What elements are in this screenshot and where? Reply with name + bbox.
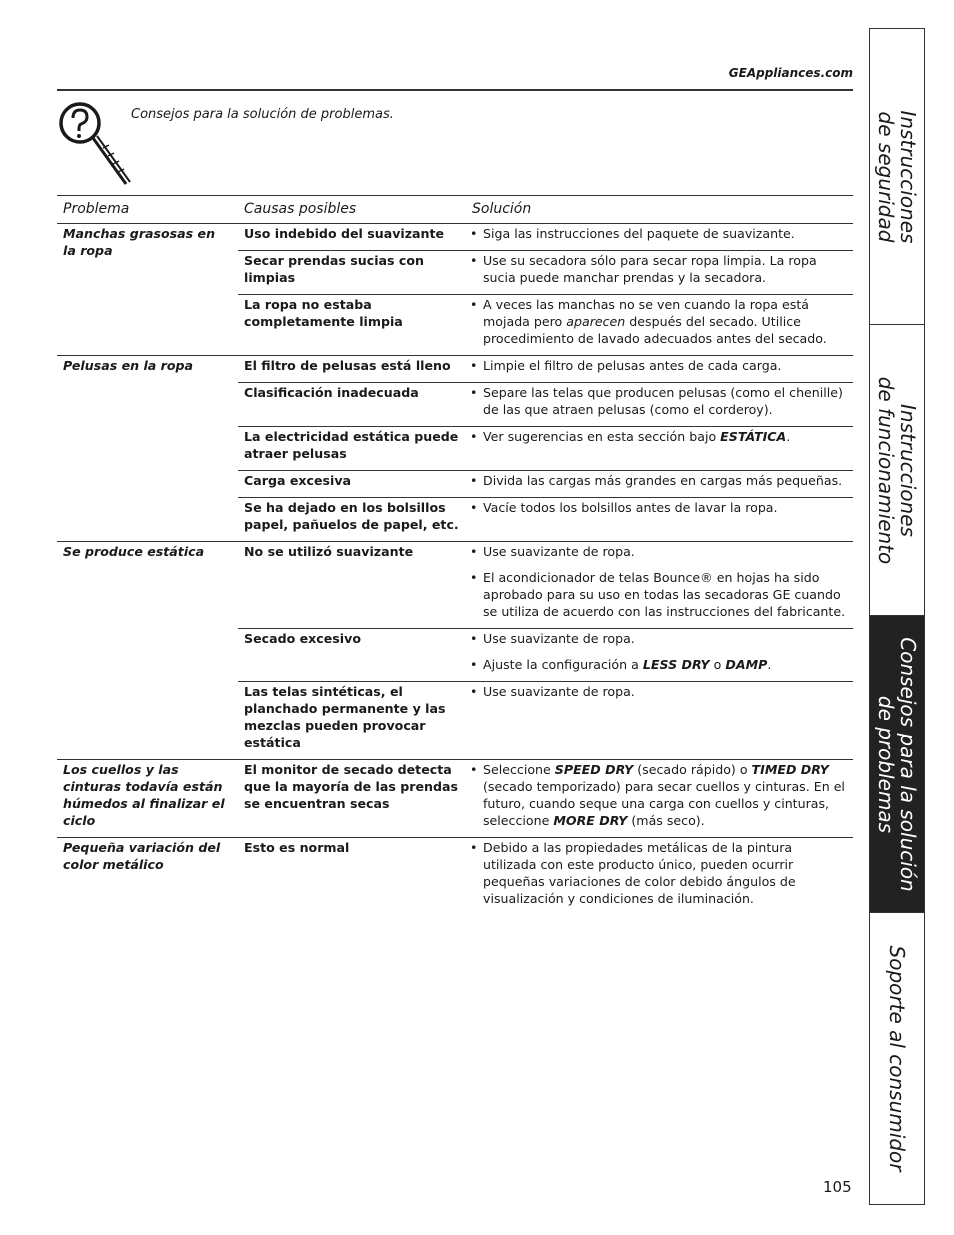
solution-cell xyxy=(466,682,853,760)
solution-text: Ajuste la configuración a LESS DRY o DAMP. xyxy=(483,657,772,672)
solution-cell xyxy=(466,251,853,295)
solution-bullet xyxy=(468,428,847,445)
header-rule xyxy=(57,89,853,91)
solution-text: Siga las instrucciones del paquete de suavizante. xyxy=(483,226,795,241)
solution-text: Use suavizante de ropa. xyxy=(483,684,635,699)
bullet-icon: • xyxy=(470,429,478,444)
bullet-icon: • xyxy=(470,473,478,488)
cause-cell: Clasificación inadecuada xyxy=(238,383,466,427)
solution-text: Use suavizante de ropa. xyxy=(483,631,635,646)
cause-cell: Carga excesiva xyxy=(238,471,466,498)
solution-bullet xyxy=(468,656,847,673)
bullet-icon: • xyxy=(470,570,478,585)
cause-cell: El filtro de pelusas está lleno xyxy=(238,356,466,383)
tab-troubleshooting-line1: Consejos para la solución xyxy=(896,637,920,892)
solution-bullet xyxy=(468,499,847,516)
solution-cell xyxy=(466,760,853,838)
solution-bullet xyxy=(468,252,847,286)
bullet-icon: • xyxy=(470,631,478,646)
cause-cell: Las telas sintéticas, el planchado permanente y las mezclas pueden provocar estática xyxy=(238,682,466,760)
bullet-icon: • xyxy=(470,253,478,268)
tab-consumer-support[interactable] xyxy=(870,913,924,1204)
tab-safety-line1: Instrucciones xyxy=(896,110,920,244)
cause-cell: No se utilizó suavizante xyxy=(238,542,466,629)
solution-cell xyxy=(466,383,853,427)
problem-cell: Pequeña variación del color metálico xyxy=(57,838,238,916)
solution-cell xyxy=(466,471,853,498)
solution-text: El acondicionador de telas Bounce® en hojas ha sido aprobado para su uso en todas las secadoras GE cuando se utiliza de acuerdo con las instrucciones del fabricante. xyxy=(483,570,846,619)
solution-text: Vacíe todos los bolsillos antes de lavar la ropa. xyxy=(483,500,778,515)
cause-cell: Esto es normal xyxy=(238,838,466,916)
solution-text: Divida las cargas más grandes en cargas más pequeñas. xyxy=(483,473,843,488)
solution-text: Ver sugerencias en esta sección bajo ESTÁTICA. xyxy=(483,429,791,444)
tab-safety[interactable] xyxy=(870,29,924,325)
side-tab-bar xyxy=(869,28,925,1205)
tab-safety-line2: de seguridad xyxy=(874,111,898,243)
solution-cell xyxy=(466,542,853,629)
table-row xyxy=(57,838,853,916)
solution-bullet xyxy=(468,630,847,647)
solution-bullet xyxy=(468,839,847,907)
tab-operation-line1: Instrucciones xyxy=(896,404,920,537)
problem-cell: Pelusas en la ropa xyxy=(57,356,238,542)
cause-cell: Uso indebido del suavizante xyxy=(238,224,466,251)
troubleshooting-table xyxy=(57,195,853,915)
bullet-icon: • xyxy=(470,297,478,312)
solution-bullet xyxy=(468,683,847,700)
solution-cell xyxy=(466,498,853,542)
table-row xyxy=(57,224,853,251)
solution-bullet xyxy=(468,543,847,560)
solution-text: Limpie el filtro de pelusas antes de cada carga. xyxy=(483,358,782,373)
question-magnifier-icon xyxy=(56,96,136,192)
cause-cell: Secar prendas sucias con limpias xyxy=(238,251,466,295)
table-row xyxy=(57,542,853,629)
bullet-icon: • xyxy=(470,385,478,400)
solution-cell xyxy=(466,427,853,471)
table-row xyxy=(57,356,853,383)
solution-text: Use suavizante de ropa. xyxy=(483,544,635,559)
problem-cell: Los cuellos y las cinturas todavía están húmedos al finalizar el ciclo xyxy=(57,760,238,838)
solution-cell xyxy=(466,838,853,916)
solution-text: A veces las manchas no se ven cuando la ropa está mojada pero aparecen después del secado. Utilice procedimiento de lavado adecuados antes del secado. xyxy=(483,297,827,346)
column-header-problem: Problema xyxy=(57,196,238,224)
tab-troubleshooting[interactable] xyxy=(870,616,924,913)
solution-bullet xyxy=(468,384,847,418)
cause-cell: El monitor de secado detecta que la mayoría de las prendas se encuentran secas xyxy=(238,760,466,838)
solution-text: Separe las telas que producen pelusas (como el chenille) de las que atraen pelusas (como el corderoy). xyxy=(483,385,843,417)
tab-operation[interactable] xyxy=(870,325,924,616)
tab-troubleshooting-line2: de problemas xyxy=(874,695,898,834)
bullet-icon: • xyxy=(470,500,478,515)
solution-cell xyxy=(466,224,853,251)
solution-text: Use su secadora sólo para secar ropa limpia. La ropa sucia puede manchar prendas y la secadora. xyxy=(483,253,817,285)
bullet-icon: • xyxy=(470,226,478,241)
problem-cell: Manchas grasosas en la ropa xyxy=(57,224,238,356)
page-number: 105 xyxy=(823,1178,852,1196)
solution-bullet xyxy=(468,569,847,620)
bullet-icon: • xyxy=(470,840,478,855)
cause-cell: Secado excesivo xyxy=(238,629,466,682)
table-row xyxy=(57,760,853,838)
solution-cell xyxy=(466,356,853,383)
intro-text: Consejos para la solución de problemas. xyxy=(131,107,394,122)
bullet-icon: • xyxy=(470,358,478,373)
solution-cell xyxy=(466,295,853,356)
bullet-icon: • xyxy=(470,684,478,699)
bullet-icon: • xyxy=(470,762,478,777)
solution-bullet xyxy=(468,761,847,829)
solution-text: Debido a las propiedades metálicas de la pintura utilizada con este producto único, pueden ocurrir pequeñas variaciones de color debido ángulos de visualización y condiciones de iluminación. xyxy=(483,840,796,906)
tab-consumer-support-line1: Soporte al consumidor xyxy=(885,945,909,1172)
solution-cell xyxy=(466,629,853,682)
column-header-solution: Solución xyxy=(466,196,853,224)
solution-bullet xyxy=(468,225,847,242)
solution-bullet xyxy=(468,472,847,489)
problem-cell: Se produce estática xyxy=(57,542,238,760)
solution-bullet xyxy=(468,296,847,347)
site-url: GEAppliances.com xyxy=(728,66,853,80)
bullet-icon: • xyxy=(470,657,478,672)
column-header-causes: Causas posibles xyxy=(238,196,466,224)
cause-cell: La electricidad estática puede atraer pelusas xyxy=(238,427,466,471)
solution-bullet xyxy=(468,357,847,374)
bullet-icon: • xyxy=(470,544,478,559)
cause-cell: Se ha dejado en los bolsillos papel, pañuelos de papel, etc. xyxy=(238,498,466,542)
cause-cell: La ropa no estaba completamente limpia xyxy=(238,295,466,356)
tab-operation-line2: de funcionamiento xyxy=(874,376,898,565)
solution-text: Seleccione SPEED DRY (secado rápido) o TIMED DRY (secado temporizado) para secar cuellos y cinturas. En el futuro, cuando seque una carga con cuellos y cinturas, seleccione MORE DRY (más seco). xyxy=(483,762,845,828)
